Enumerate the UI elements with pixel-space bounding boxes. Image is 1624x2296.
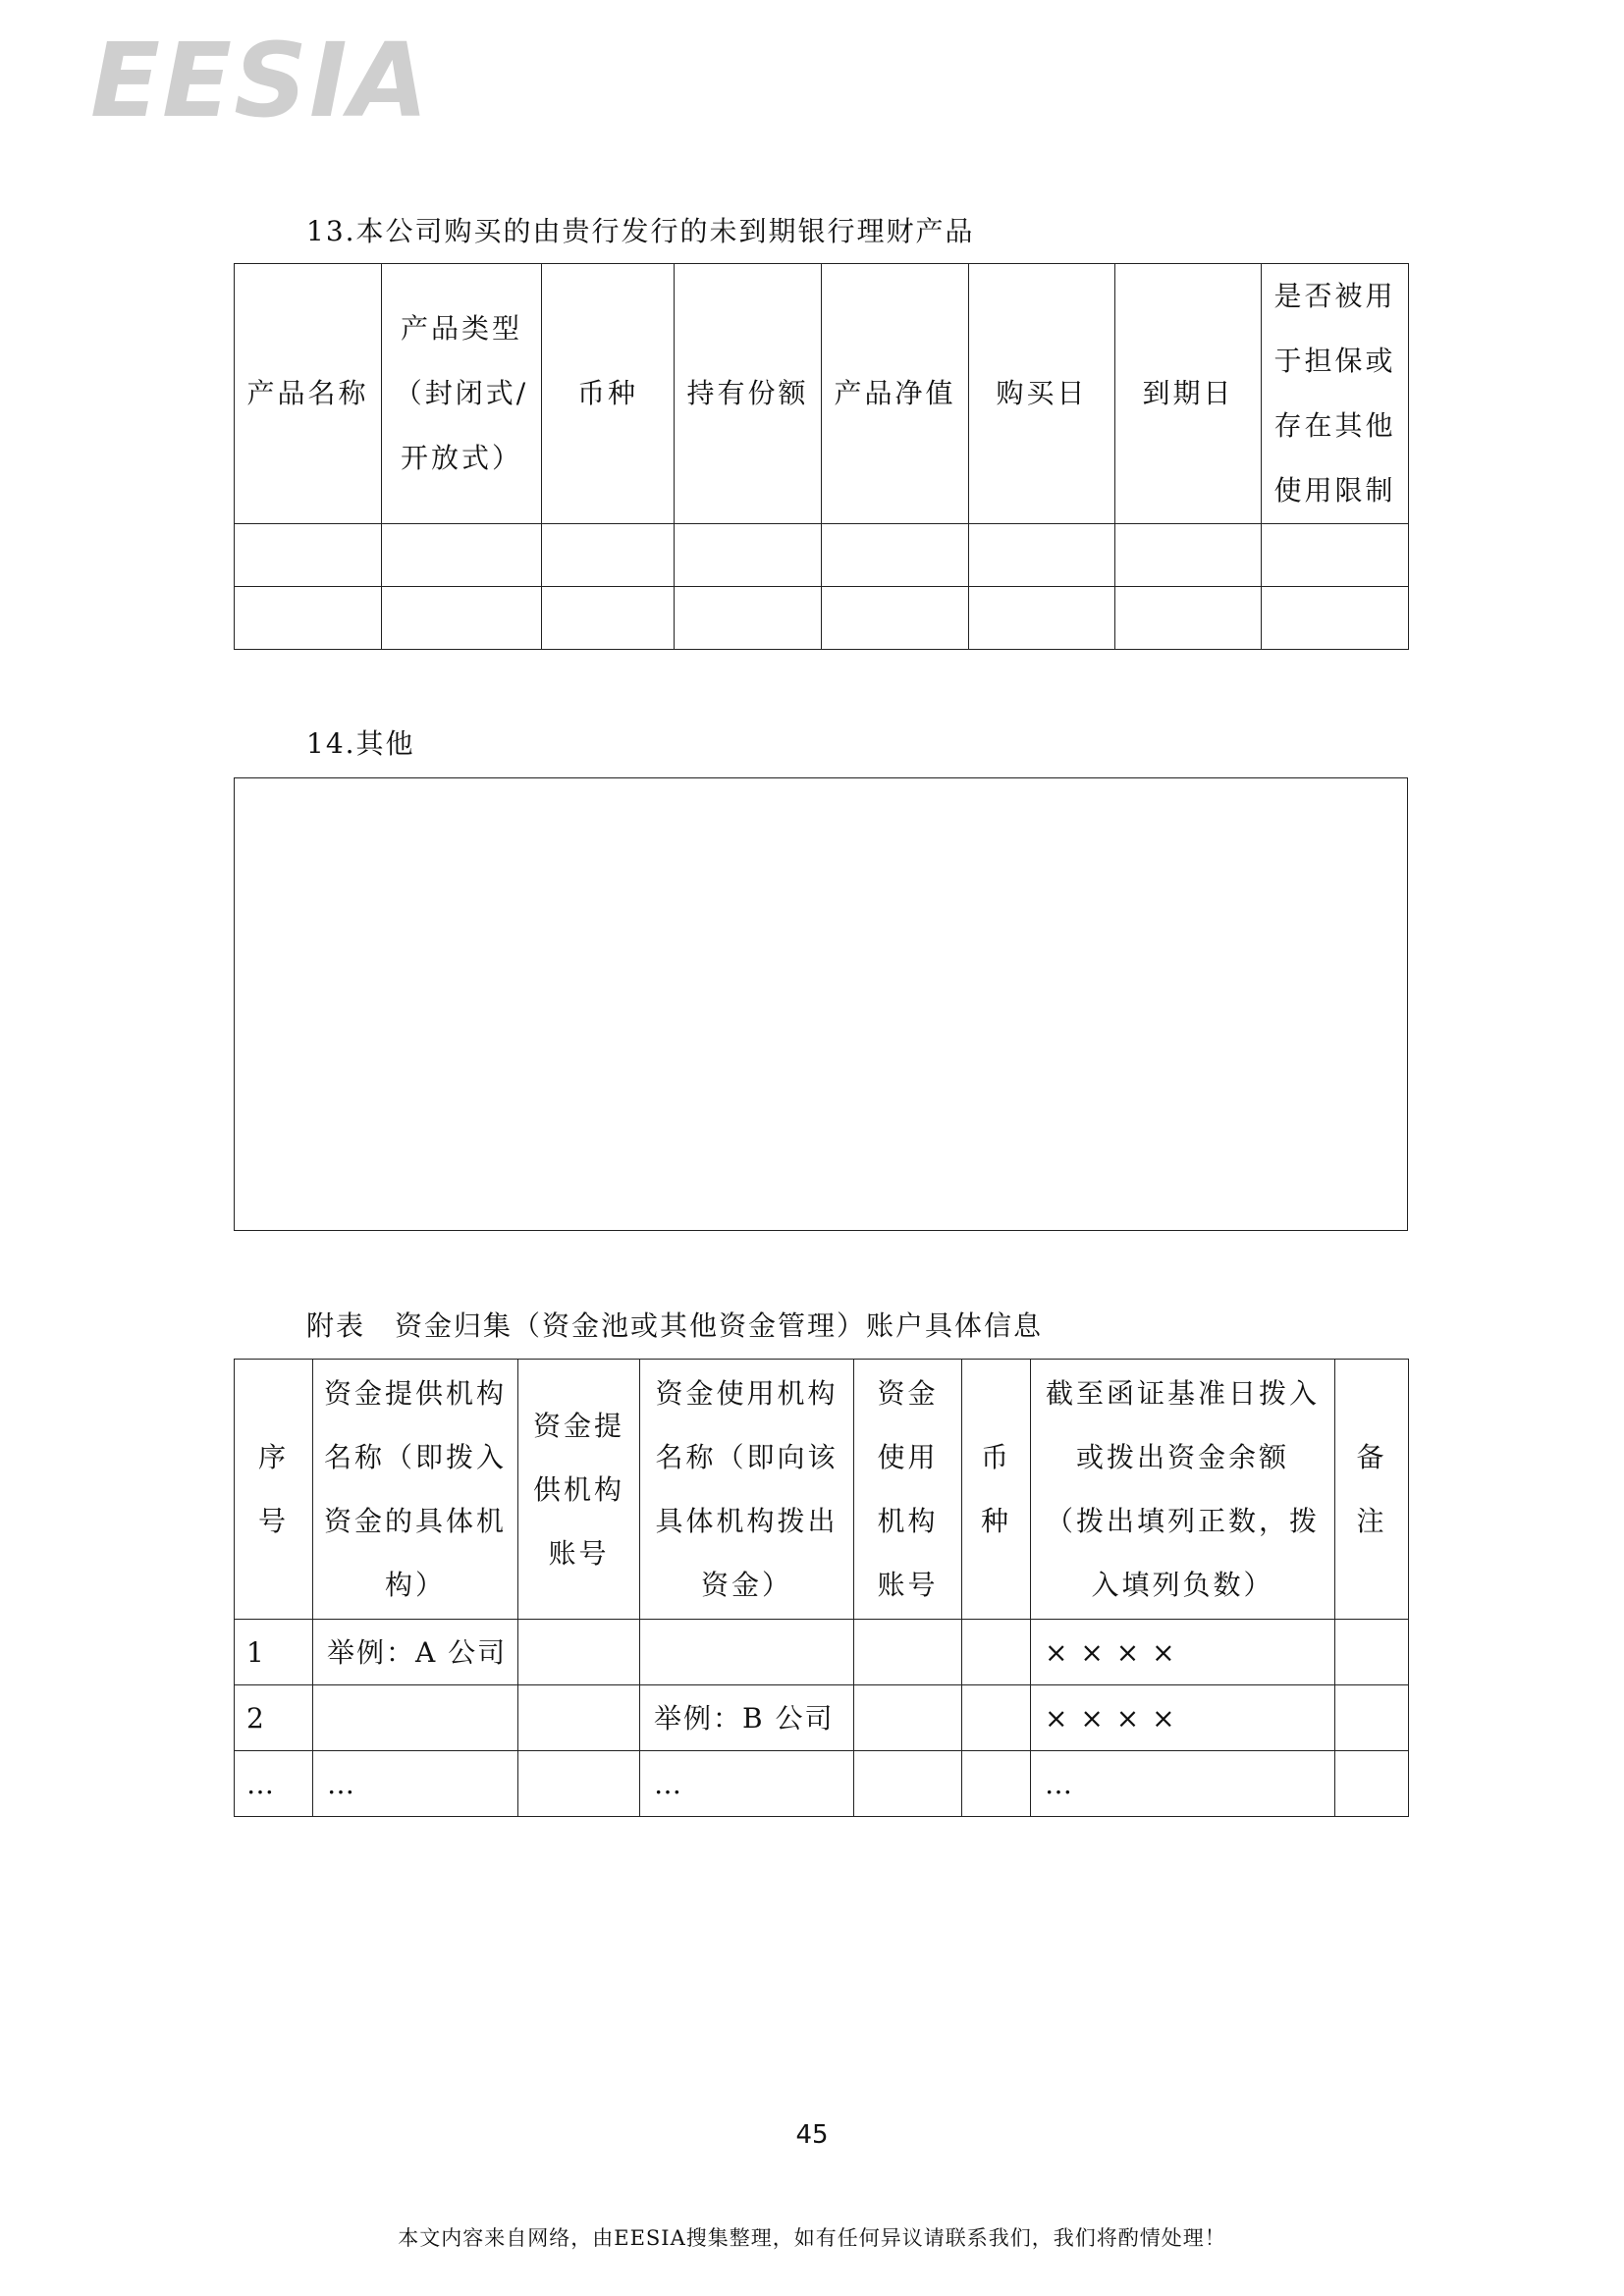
header-cell: [542, 264, 675, 524]
header-cell: [235, 264, 382, 524]
header-line: 到期日: [1142, 377, 1234, 409]
table-cell: [675, 524, 822, 587]
table-row: [235, 524, 1409, 587]
table-cell: [518, 1751, 640, 1817]
table-cell: [854, 1751, 962, 1817]
table-cell: [822, 524, 969, 587]
table-cell: [1115, 524, 1262, 587]
header-line: 使用限制: [1273, 474, 1396, 507]
page-number: 45: [795, 2120, 829, 2150]
header-line: 购买日: [996, 377, 1088, 409]
header-cell: [854, 1360, 962, 1620]
table-cell: …: [313, 1751, 518, 1817]
table-cell: 2: [235, 1685, 313, 1751]
header-line: 具体机构拨出: [655, 1505, 839, 1537]
table-cell: [382, 587, 542, 650]
header-line: 账号: [548, 1536, 610, 1570]
header-line: 资金）: [700, 1569, 792, 1601]
header-line: 产品净值: [834, 377, 956, 409]
table-cell: [1335, 1751, 1409, 1817]
header-line: 资金的具体机: [323, 1505, 507, 1537]
header-line: 机构: [877, 1505, 939, 1537]
header-cell: [235, 1360, 313, 1620]
header-line: 存在其他: [1273, 409, 1396, 442]
header-line: 资金提供机构: [323, 1377, 507, 1410]
table-cell: …: [640, 1751, 854, 1817]
header-line: 于担保或: [1273, 345, 1396, 377]
table-cell: [962, 1751, 1031, 1817]
table-cell: [518, 1685, 640, 1751]
table-cell: [822, 587, 969, 650]
table-cell: × × × ×: [1031, 1685, 1335, 1751]
table-header-row: [235, 1360, 1409, 1620]
header-line: 币: [980, 1441, 1011, 1473]
section-13-title: 13.本公司购买的由贵行发行的未到期银行理财产品: [306, 215, 975, 247]
header-cell: [675, 264, 822, 524]
header-cell: [1262, 264, 1409, 524]
table-cell: [542, 524, 675, 587]
table-cell: [1115, 587, 1262, 650]
table-cell: [969, 587, 1115, 650]
table-cell: [1262, 587, 1409, 650]
wealth-products-table: [234, 263, 1409, 650]
header-line: 是否被用: [1273, 280, 1396, 312]
table-cell: × × × ×: [1031, 1620, 1335, 1685]
header-line: 资金提: [532, 1409, 624, 1442]
appendix-title: 附表 资金归集（资金池或其他资金管理）账户具体信息: [306, 1309, 1044, 1342]
header-cell: [382, 264, 542, 524]
table-cell: [1262, 524, 1409, 587]
table-cell: [518, 1620, 640, 1685]
table-cell: 举例：B 公司: [640, 1685, 854, 1751]
table-cell: [969, 524, 1115, 587]
header-line: 截至函证基准日拨入: [1045, 1377, 1320, 1410]
table-cell: 举例：A 公司: [313, 1620, 518, 1685]
section-14-title: 14.其他: [306, 727, 415, 760]
header-line: 币种: [576, 377, 638, 409]
header-line: 产品名称: [246, 377, 369, 409]
table-row: [235, 587, 1409, 650]
header-line: 入填列负数）: [1091, 1569, 1274, 1601]
table-cell: [854, 1620, 962, 1685]
header-cell: [640, 1360, 854, 1620]
table-cell: …: [235, 1751, 313, 1817]
fund-pool-accounts-table: [234, 1359, 1409, 1817]
header-line: 备: [1356, 1441, 1387, 1473]
header-line: 使用: [877, 1441, 939, 1473]
table-row: [235, 1751, 1409, 1817]
table-cell: [962, 1685, 1031, 1751]
table-header-row: [235, 264, 1409, 524]
header-line: 名称（即向该: [655, 1441, 839, 1473]
header-cell: [313, 1360, 518, 1620]
table-cell: [542, 587, 675, 650]
header-line: 供机构: [532, 1472, 624, 1506]
table-cell: 1: [235, 1620, 313, 1685]
header-line: 名称（即拨入: [323, 1441, 507, 1473]
header-line: （封闭式/: [394, 377, 529, 409]
header-line: 号: [257, 1505, 289, 1537]
other-info-box: [234, 777, 1408, 1231]
header-cell: [969, 264, 1115, 524]
table-cell: [1335, 1685, 1409, 1751]
header-line: 种: [980, 1505, 1011, 1537]
table-cell: [235, 587, 382, 650]
table-cell: [235, 524, 382, 587]
header-cell: [1115, 264, 1262, 524]
header-line: 序: [257, 1441, 289, 1473]
table-cell: [854, 1685, 962, 1751]
header-line: 持有份额: [686, 377, 809, 409]
header-line: 或拨出资金余额: [1075, 1441, 1289, 1473]
table-cell: [640, 1620, 854, 1685]
header-line: 构）: [384, 1569, 446, 1601]
table-cell: [382, 524, 542, 587]
header-cell: [1031, 1360, 1335, 1620]
eesia-logo: EESIA: [90, 21, 431, 140]
header-line: 注: [1356, 1505, 1387, 1537]
footer-disclaimer: 本文内容来自网络，由EESIA搜集整理，如有任何异议请联系我们，我们将酌情处理！: [398, 2226, 1226, 2250]
header-cell: [822, 264, 969, 524]
header-line: 资金: [877, 1377, 939, 1410]
header-line: （拨出填列正数，拨: [1045, 1505, 1320, 1537]
header-cell: [518, 1360, 640, 1620]
table-cell: [313, 1685, 518, 1751]
header-cell: [1335, 1360, 1409, 1620]
header-line: 资金使用机构: [655, 1377, 839, 1410]
header-line: 产品类型: [400, 312, 522, 345]
table-cell: …: [1031, 1751, 1335, 1817]
table-row: [235, 1685, 1409, 1751]
header-line: 开放式）: [400, 442, 522, 474]
table-row: [235, 1620, 1409, 1685]
table-cell: [962, 1620, 1031, 1685]
header-line: 账号: [877, 1569, 939, 1601]
table-cell: [1335, 1620, 1409, 1685]
table-cell: [675, 587, 822, 650]
header-cell: [962, 1360, 1031, 1620]
